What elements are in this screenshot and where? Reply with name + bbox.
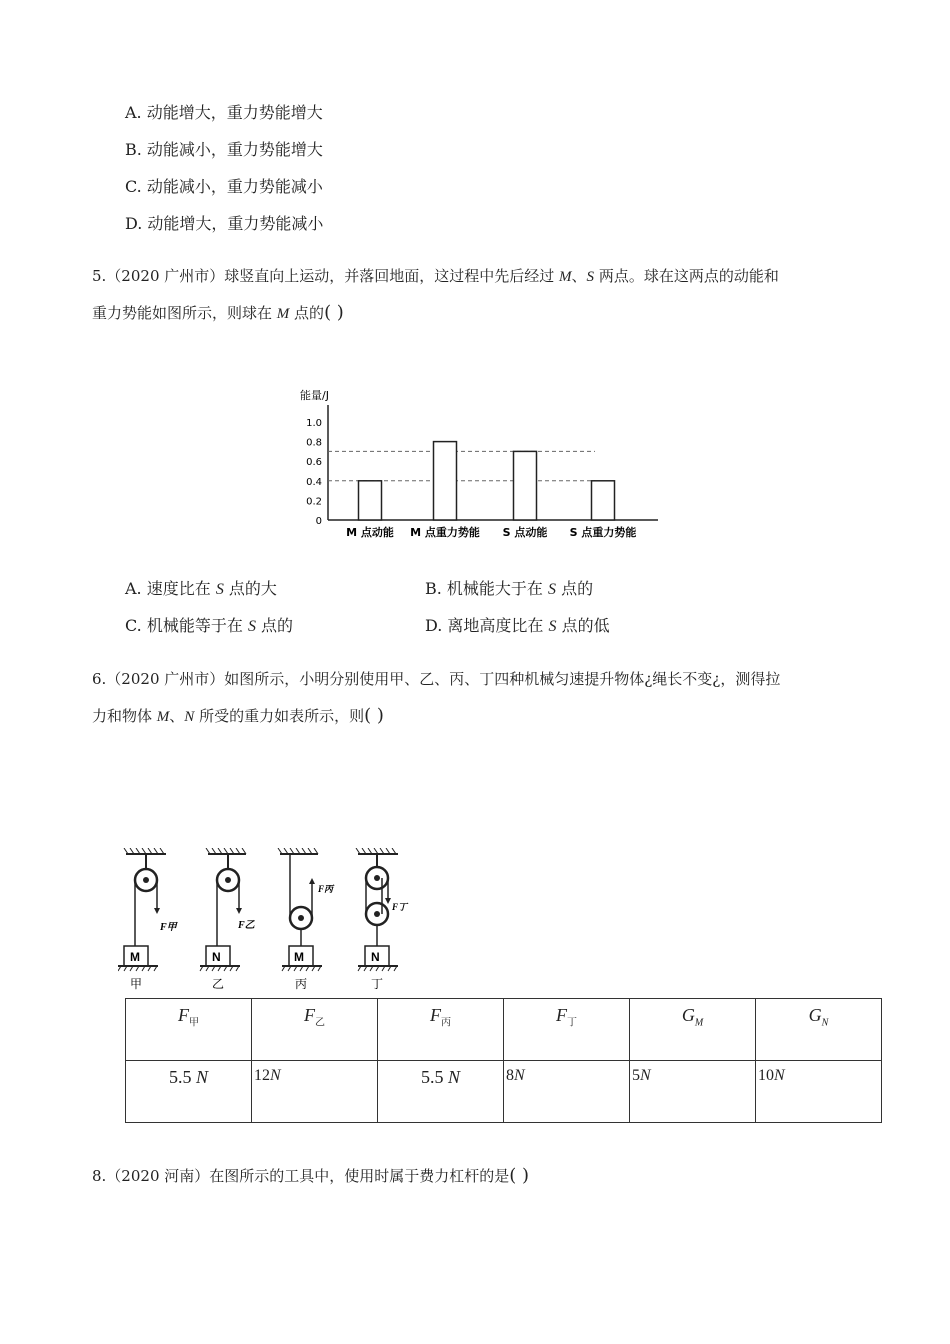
force-label-bing: F丙	[318, 884, 334, 894]
caption-bing: 丙	[295, 977, 308, 991]
y-tick-label: 0.8	[306, 437, 322, 449]
energy-bar-chart	[290, 385, 660, 545]
pulley-bing	[278, 848, 335, 991]
force-table	[125, 998, 882, 1123]
block-jia: M	[130, 950, 140, 964]
x-tick-label: S 点重力势能	[569, 526, 637, 539]
force-label-ding: F丁	[392, 902, 408, 912]
pulley-figure	[118, 848, 418, 998]
block-bing: M	[294, 950, 304, 964]
q5-stem-line2: 重力势能如图所示，则球在 M 点的( )	[92, 302, 344, 323]
bar	[592, 481, 615, 520]
q5-option-b: B. 机械能大于在 S 点的	[425, 579, 594, 598]
bar	[359, 481, 382, 520]
header-f-bing: $F_丙$	[378, 999, 504, 1061]
x-tick-label: M 点动能	[346, 526, 394, 539]
q6-stem-line1: 6.（2020 广州市）如图所示，小明分别使用甲、乙、丙、丁四种机械匀速提升物体¿绳长不变¿，测得拉	[92, 670, 781, 688]
x-tick-label: S 点动能	[502, 526, 548, 539]
value-f-bing: 5.5 N	[378, 1061, 504, 1123]
caption-yi: 乙	[212, 977, 225, 991]
q8-stem: 8.（2020 河南）在图所示的工具中，使用时属于费力杠杆的是( )	[92, 1165, 530, 1186]
value-g-m: 5N	[630, 1061, 756, 1123]
pulley-jia	[118, 848, 179, 991]
q6-stem-line2: 力和物体 M、N 所受的重力如表所示，则( )	[92, 705, 384, 726]
y-tick-label: 0.6	[306, 457, 322, 469]
table-value-row	[126, 1061, 882, 1123]
q5-option-d: D. 离地高度比在 S 点的低	[425, 616, 610, 635]
header-f-jia: $F_甲$	[126, 999, 252, 1061]
y-tick-label: 0.2	[306, 496, 322, 508]
header-f-ding: $F_丁$	[504, 999, 630, 1061]
header-f-yi: $F_乙$	[252, 999, 378, 1061]
header-g-m: $G_M$	[630, 999, 756, 1061]
value-f-jia: 5.5 N	[126, 1061, 252, 1123]
block-ding: N	[371, 950, 380, 964]
caption-jia: 甲	[130, 977, 143, 991]
x-tick-label: M 点重力势能	[410, 526, 480, 539]
table-header-row	[126, 999, 882, 1061]
y-tick-label: 0	[315, 516, 322, 527]
force-label-yi: F乙	[238, 920, 255, 931]
y-tick-label: 0.4	[306, 476, 322, 488]
value-g-n: 10N	[756, 1061, 882, 1123]
q4-option-d: D. 动能增大，重力势能减小	[125, 214, 324, 233]
q4-option-a: A. 动能增大，重力势能增大	[125, 103, 323, 122]
caption-ding: 丁	[371, 977, 384, 991]
q5-stem-line1: 5.（2020 广州市）球竖直向上运动，并落回地面，这过程中先后经过 M、S 两点。球在这两点的动能和	[92, 267, 779, 285]
force-label-jia: F甲	[160, 922, 177, 933]
q4-option-c: C. 动能减小，重力势能减小	[125, 177, 323, 196]
pulley-ding	[356, 848, 409, 991]
header-g-n: $G_N$	[756, 999, 882, 1061]
pulley-yi	[200, 848, 256, 991]
y-tick-label: 1.0	[306, 418, 322, 429]
chart-ylabel: 能量/J	[300, 389, 329, 402]
q5-option-a: A. 速度比在 S 点的大	[125, 579, 277, 598]
value-f-yi: 12N	[252, 1061, 378, 1123]
q4-option-b: B. 动能减小，重力势能增大	[125, 140, 323, 159]
value-f-ding: 8N	[504, 1061, 630, 1123]
q5-option-c: C. 机械能等于在 S 点的	[125, 616, 294, 635]
bar	[514, 451, 537, 520]
bar	[434, 442, 457, 520]
block-yi: N	[212, 950, 221, 964]
